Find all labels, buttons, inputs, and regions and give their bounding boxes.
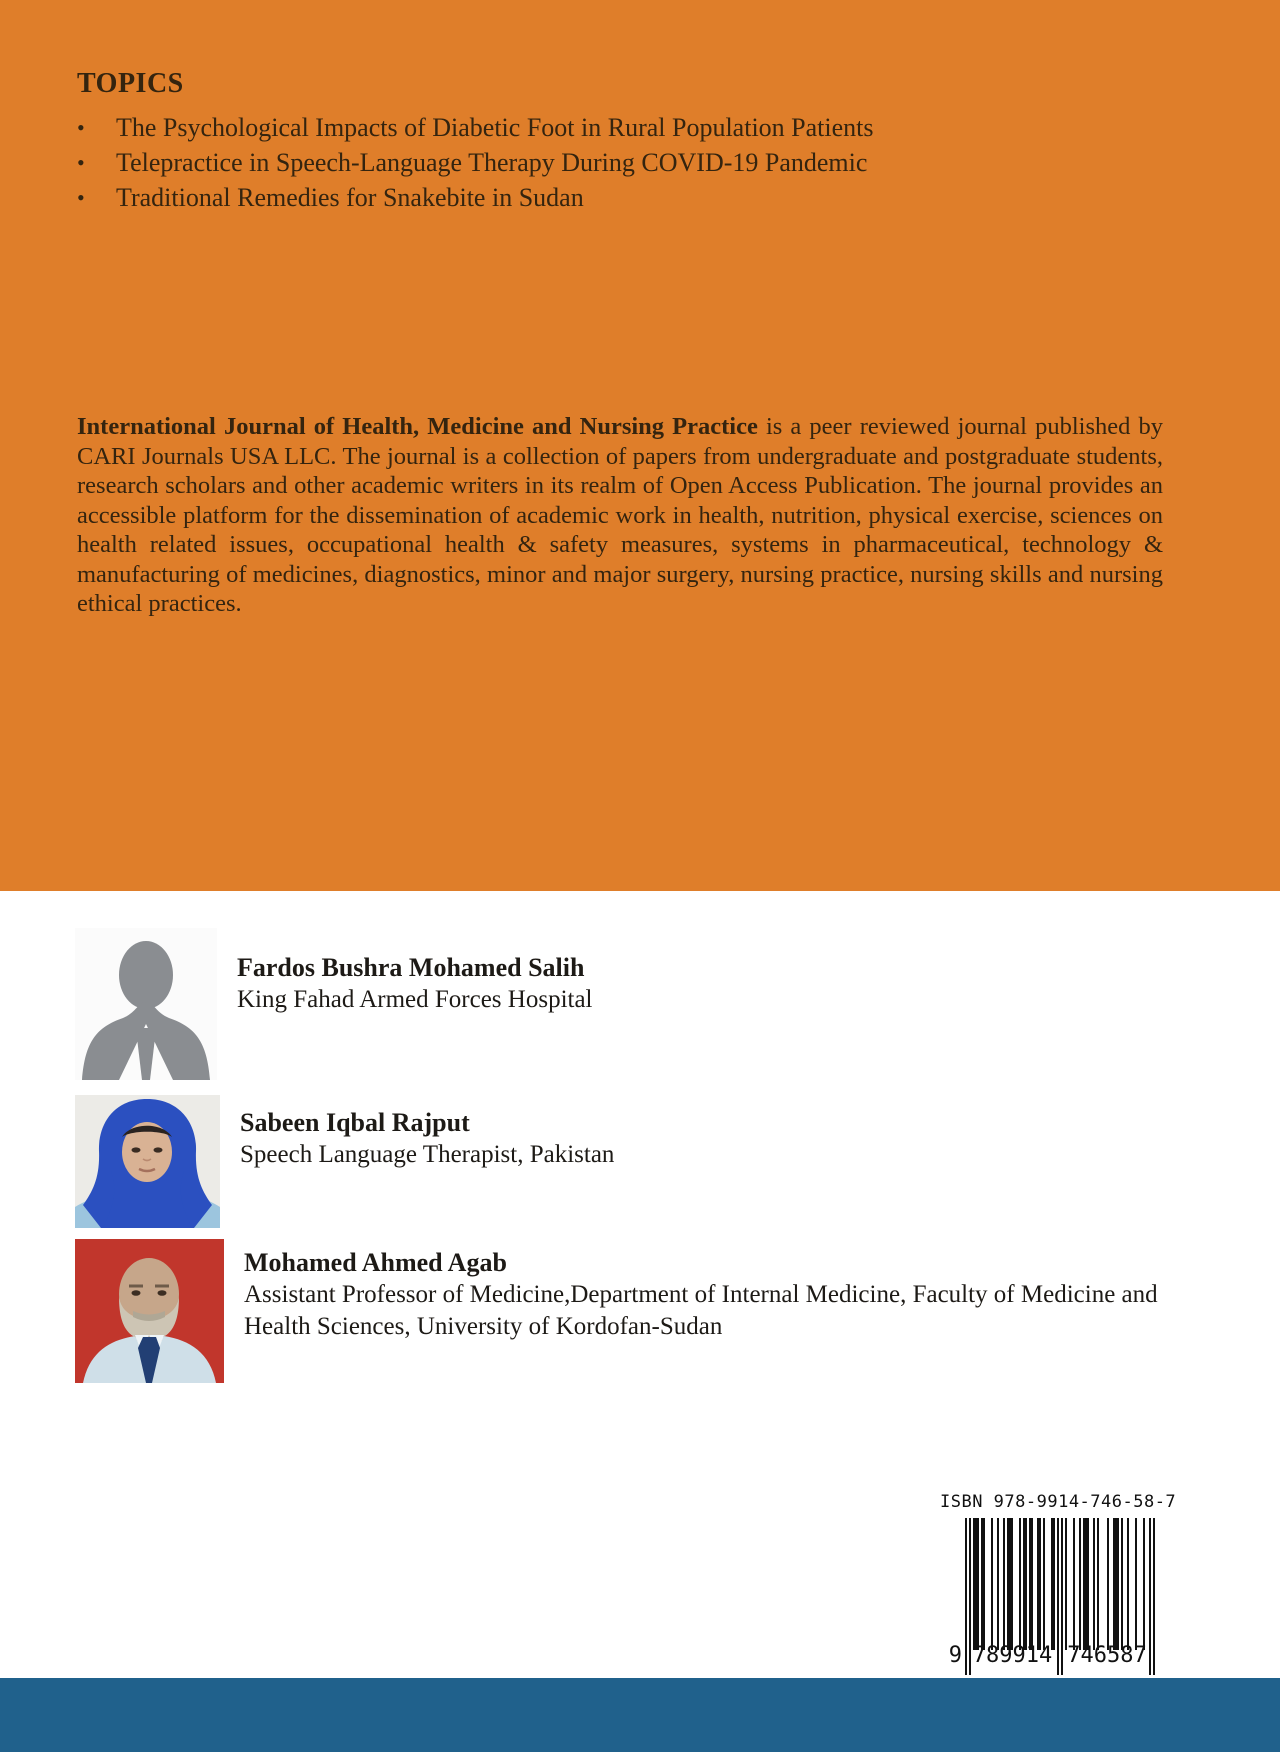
topic-item bbox=[77, 110, 1167, 145]
topic-item bbox=[77, 180, 1167, 215]
author-name: Mohamed Ahmed Agab bbox=[244, 1248, 507, 1277]
bullet-icon: • bbox=[77, 150, 85, 175]
bullet-icon: • bbox=[77, 185, 85, 210]
topic-text: Telepractice in Speech-Language Therapy During COVID-19 Pandemic bbox=[116, 148, 868, 177]
topics-list bbox=[77, 110, 1167, 215]
avatar-silhouette-icon bbox=[75, 928, 217, 1080]
man-portrait-image bbox=[75, 1239, 224, 1383]
author-photo bbox=[75, 928, 217, 1080]
author-info bbox=[237, 928, 1177, 1080]
isbn-section bbox=[940, 1492, 1177, 1682]
topics-section bbox=[77, 68, 1167, 215]
barcode-digit-group: 9 bbox=[948, 1643, 962, 1668]
author-name: Fardos Bushra Mohamed Salih bbox=[237, 953, 585, 982]
author-row bbox=[75, 928, 1177, 1080]
topic-item bbox=[77, 145, 1167, 180]
journal-description bbox=[77, 412, 1163, 619]
footer-blue-strip bbox=[0, 1678, 1280, 1752]
woman-hijab-portrait-image bbox=[75, 1095, 220, 1228]
topic-text: The Psychological Impacts of Diabetic Foot in Rural Population Patients bbox=[116, 113, 874, 142]
isbn-number: ISBN 978-9914-746-58-7 bbox=[940, 1492, 1177, 1512]
barcode-digit-group: 746587 bbox=[1067, 1643, 1147, 1668]
author-affiliation: King Fahad Armed Forces Hospital bbox=[237, 986, 593, 1013]
author-info bbox=[244, 1239, 1184, 1383]
author-row bbox=[75, 1239, 1184, 1383]
author-photo bbox=[75, 1095, 220, 1228]
author-name: Sabeen Iqbal Rajput bbox=[240, 1108, 470, 1137]
topics-heading: TOPICS bbox=[77, 68, 184, 99]
author-row bbox=[75, 1095, 1180, 1228]
journal-description-text: is a peer reviewed journal published by CARI Journals USA LLC. The journal is a collection of papers from undergraduate and postgraduate students, research scholars and other academic writers in its realm of Open Access Publication. The journal provides an accessible platform for the dissemination of academic work in health, nutrition, physical exercise, sciences on health related issues, occupational health & safety measures, systems in pharmaceutical, technology & manufacturing of medicines, diagnostics, minor and major surgery, nursing practice, nursing skills and nursing ethical practices. bbox=[77, 413, 1163, 617]
barcode-digit-group: 789914 bbox=[972, 1643, 1053, 1668]
author-affiliation: Speech Language Therapist, Pakistan bbox=[240, 1141, 615, 1168]
author-info bbox=[240, 1095, 1180, 1228]
author-affiliation: Assistant Professor of Medicine,Department of Internal Medicine, Faculty of Medicine and Health Sciences, University of Kordofan-Sudan bbox=[244, 1281, 1158, 1340]
journal-name: International Journal of Health, Medicine and Nursing Practice bbox=[77, 413, 758, 440]
bullet-icon: • bbox=[77, 115, 85, 140]
author-photo bbox=[75, 1239, 224, 1383]
topic-text: Traditional Remedies for Snakebite in Sudan bbox=[116, 183, 584, 212]
